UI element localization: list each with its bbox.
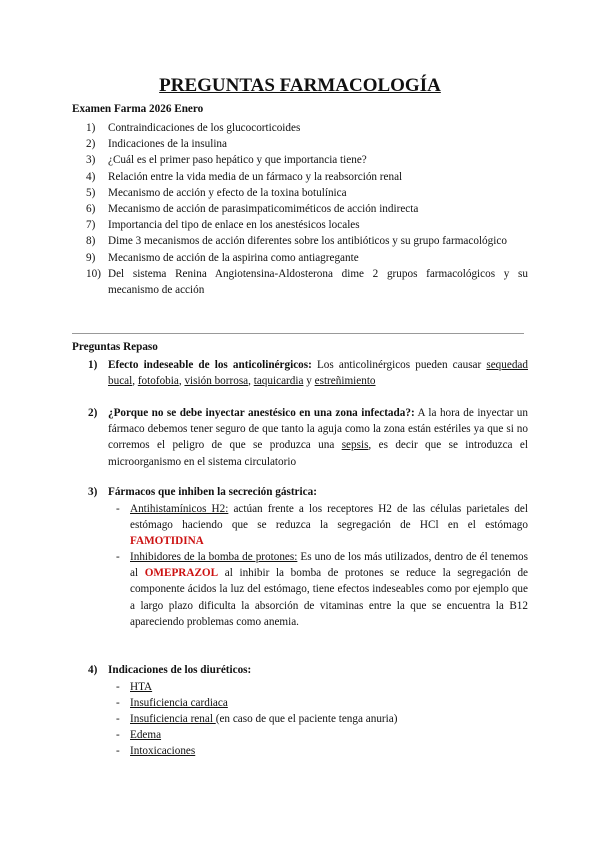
question-number: 2) — [88, 407, 98, 419]
question-number: 1) — [88, 359, 98, 371]
dash-bullet: - — [116, 713, 120, 725]
effect-term: sequedad bucal — [108, 359, 528, 388]
question-number: 4) — [88, 664, 98, 676]
page-title: PREGUNTAS FARMACOLOGÍA — [159, 75, 441, 96]
dash-bullet: - — [116, 503, 120, 515]
exam-heading: Examen Farma 2026 Enero — [72, 103, 204, 115]
sub-item-bomba-protones: - Inhibidores de la bomba de protones: Es uno de los más utilizados, dentro de él tenemos al OMEPRAZOL al inhibir la bomba de protones se reduce la segregación de componente ácidos la luz del estómago, tiene efectos indeseables como por ejemplo que a largo plazo dificulta la absorción de vitaminas entre la que se encuentra la B12 apareciendo problemas como anemia. — [116, 551, 528, 628]
list-item: 10) Del sistema Renina Angiotensina-Aldosterona dime 2 grupos farmacológicos y su mecanismo de acción — [86, 267, 528, 297]
drug-name: OMEPRAZOL — [144, 567, 219, 580]
question-lead: Indicaciones de los diuréticos: — [108, 664, 252, 676]
effect-term: visión borrosa — [184, 375, 249, 388]
question-lead: ¿Porque no se debe inyectar anestésico en una zona infectada?: — [108, 407, 415, 419]
list-item: 9) Mecanismo de acción de la aspirina como antiagregante — [86, 251, 359, 264]
section-divider — [72, 333, 524, 334]
diuretic-indication: - Edema — [130, 727, 528, 743]
effect-term: estreñimiento — [314, 375, 376, 388]
sub-item-antihistaminicos: - Antihistamínicos H2: actúan frente a los receptores H2 de las células parietales del estómago haciendo que se reduzca la segregación de HCl en el estómago FAMOTIDINA — [116, 503, 528, 548]
list-item: 5) Mecanismo de acción y efecto de la toxina botulínica — [86, 186, 347, 199]
dash-bullet: - — [116, 551, 120, 563]
diuretic-indication: - Intoxicaciones — [130, 743, 528, 759]
list-item: 8) Dime 3 mecanismos de acción diferentes sobre los antibióticos y su grupo farmacológico — [86, 235, 507, 248]
dash-bullet: - — [116, 729, 120, 741]
diuretic-indication: - Insuficiencia renal (en caso de que el paciente tenga anuria) — [130, 711, 528, 727]
repaso-heading: Preguntas Repaso — [72, 341, 158, 353]
repaso-question-4 — [88, 662, 528, 678]
list-item: 2) Indicaciones de la insulina — [86, 138, 227, 151]
diuretic-indication: - Insuficiencia cardiaca — [130, 695, 528, 711]
question-lead: Efecto indeseable de los anticolinérgicos: — [108, 359, 312, 371]
list-item: 1) Contraindicaciones de los glucocorticoides — [86, 122, 301, 134]
list-item: 6) Mecanismo de acción de parasimpaticomiméticos de acción indirecta — [86, 203, 419, 216]
repaso-question-2: 2) ¿Porque no se debe inyectar anestésico en una zona infectada?: A la hora de inyectar un fármaco debemos tener seguro de que tanto la aguja como la zona están estériles ya que si no corremos el peligro de que se produzca una sepsis, es decir que se introduzca el microorganismo en el sistema circulatorio — [88, 407, 528, 468]
list-item: 7) Importancia del tipo de enlace en los anestésicos locales — [86, 219, 360, 232]
dash-bullet: - — [116, 697, 120, 709]
drug-name: FAMOTIDINA — [130, 535, 204, 548]
sub-item-label: Antihistamínicos H2: — [130, 503, 229, 515]
effect-term: taquicardia — [253, 375, 304, 388]
list-item: 4) Relación entre la vida media de un fármaco y la reabsorción renal — [86, 170, 403, 183]
list-item: 3) ¿Cuál es el primer paso hepático y que importancia tiene? — [86, 154, 367, 167]
dash-bullet: - — [116, 745, 120, 757]
repaso-question-3 — [88, 484, 528, 500]
dash-bullet: - — [116, 681, 120, 693]
exam-question-list — [86, 120, 528, 298]
question-lead: Fármacos que inhiben la secreción gástrica: — [108, 486, 317, 498]
sepsis-term: sepsis — [341, 439, 369, 452]
repaso-question-1: 1) Efecto indeseable de los anticolinérgicos: Los anticolinérgicos pueden causar sequedad bucal, fotofobia, visión borrosa, taquicardia y estreñimiento — [88, 359, 528, 388]
question-number: 3) — [88, 486, 98, 498]
effect-term: fotofobia — [137, 375, 179, 388]
sub-item-label: Inhibidores de la bomba de protones: — [130, 551, 298, 563]
diuretic-indication: - HTA — [130, 679, 528, 695]
